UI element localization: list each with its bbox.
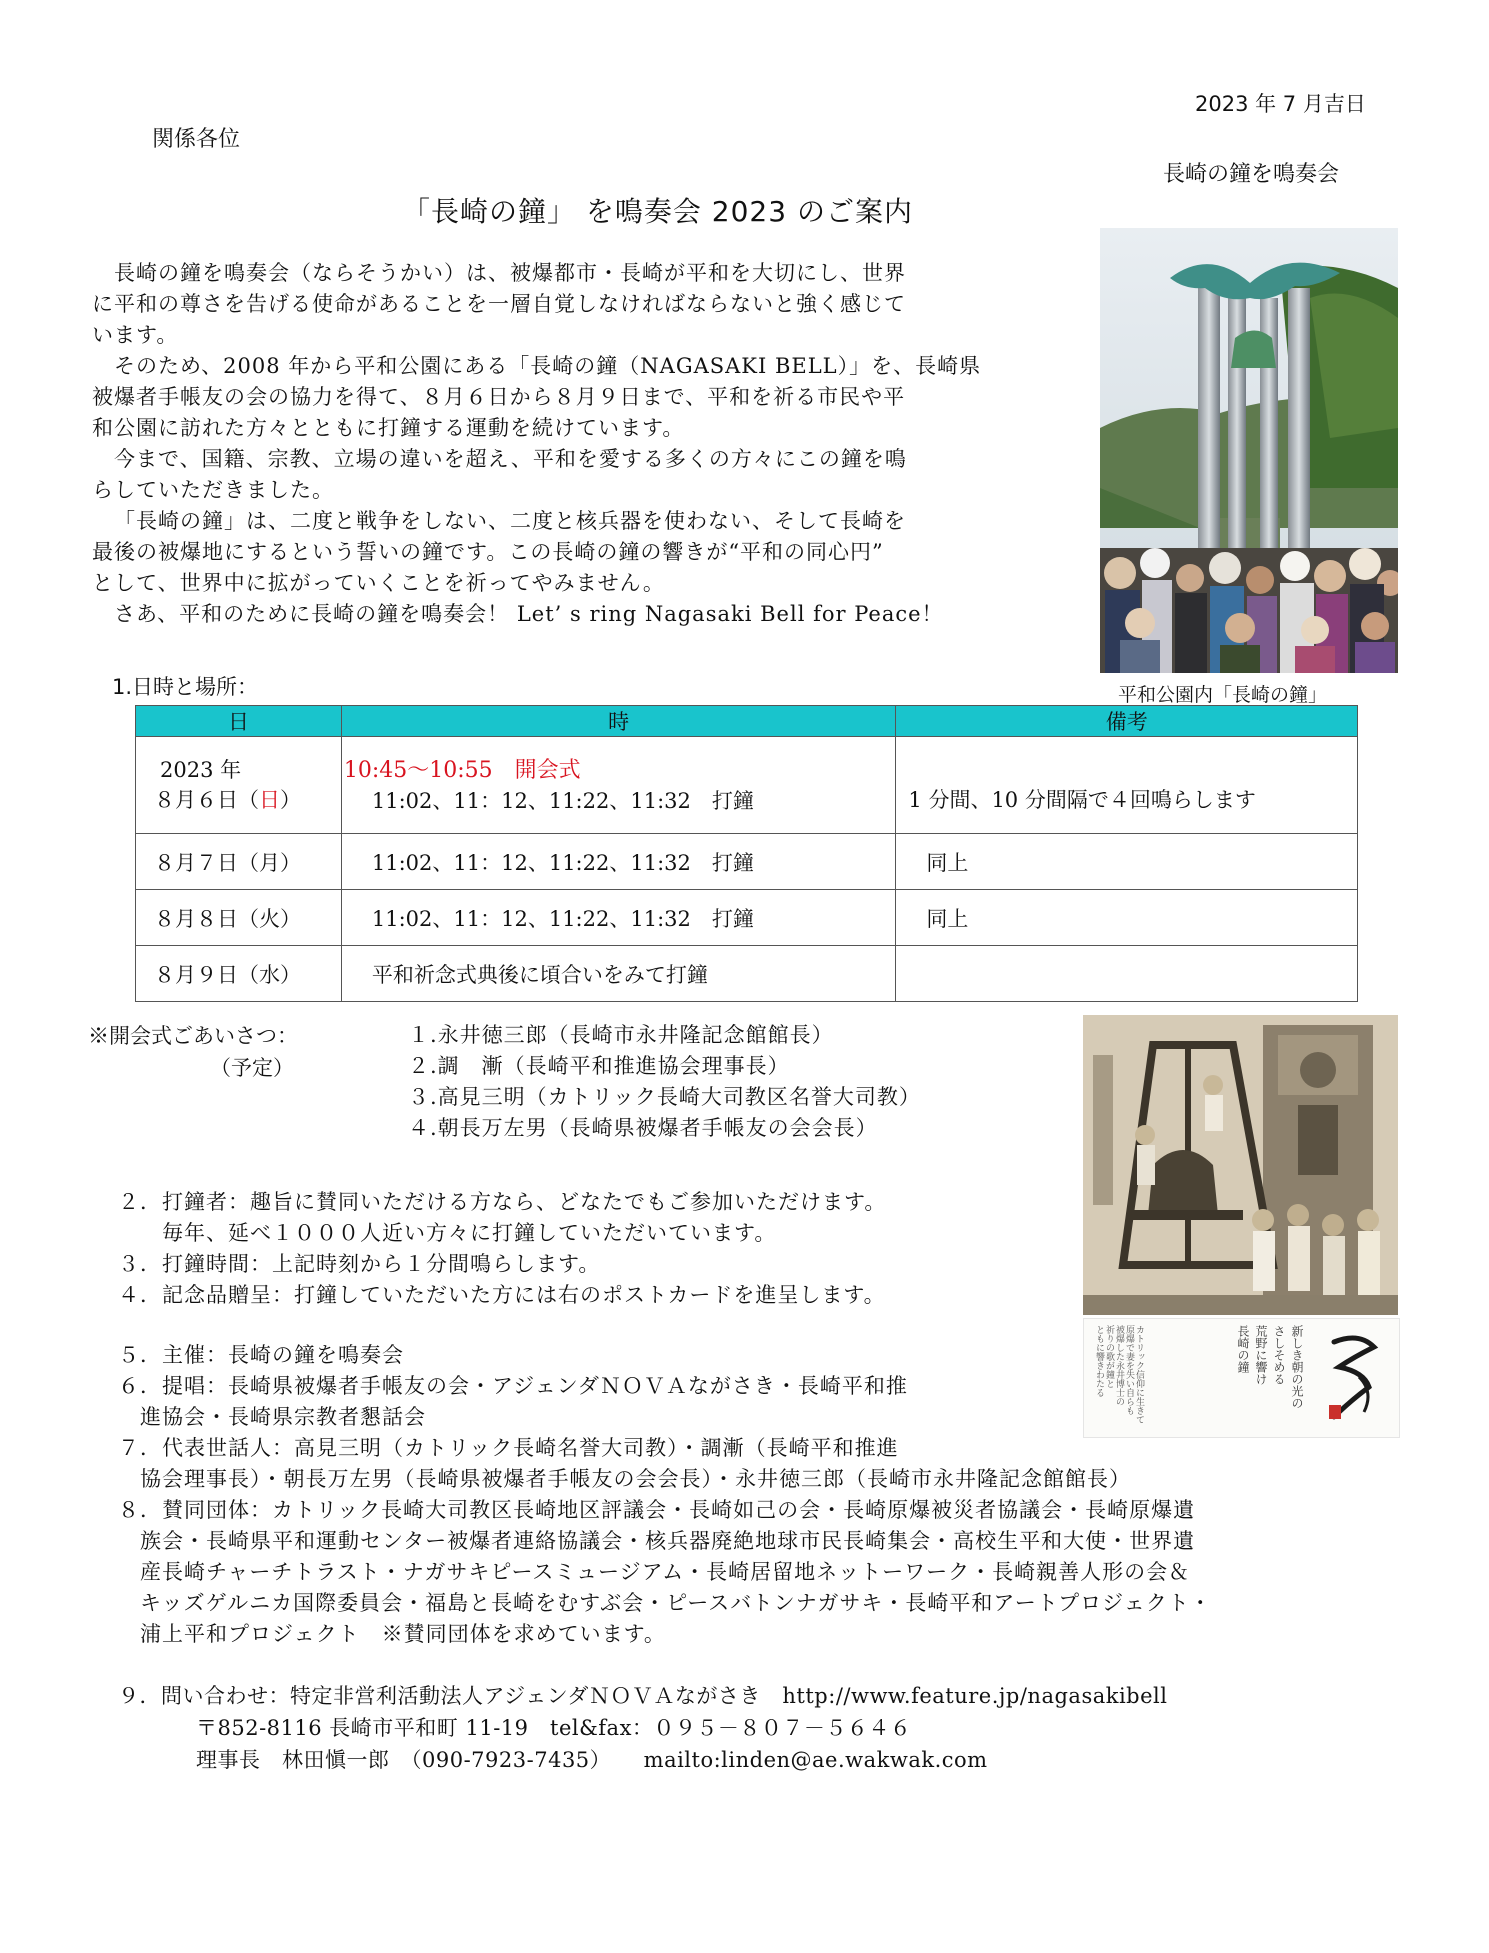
details-list-a <box>118 1187 886 1311</box>
cell-time: 平和祈念式典後に頃合いをみて打鐘 <box>341 946 896 1002</box>
addressee: 関係各位 <box>152 127 241 152</box>
calligraphy-mark <box>1319 1327 1389 1427</box>
cell-time <box>341 737 896 834</box>
section1-heading: 1.日時と場所： <box>112 675 259 699</box>
column-header-time: 時 <box>341 706 896 737</box>
cell-time: 11:02、11：12、11:22、11:32 打鐘 <box>341 834 896 890</box>
detail-item: ７．代表世話人：高見三明（カトリック長崎名誉大司教）・調漸（長崎平和推進 <box>118 1436 899 1460</box>
intro-line: として、世界中に拡がっていくことを祈ってやみません。 <box>92 571 665 595</box>
postcard-poem: 新しき朝の光の さしそめる 荒野に響け 長崎の鐘 <box>1236 1325 1304 1409</box>
intro-line: 和公園に訪れた方々とともに打鐘する運動を続けています。 <box>92 416 685 440</box>
schedule-row <box>136 890 1358 946</box>
detail-item: 浦上平和プロジェクト ※賛同団体を求めています。 <box>118 1622 666 1646</box>
cell-note: 同上 <box>896 890 1358 946</box>
intro-text <box>92 258 1082 630</box>
cell-day <box>136 737 342 834</box>
greetings-planned: （予定） <box>210 1056 294 1080</box>
contact-line: ９．問い合わせ：特定非営利活動法人アジェンダＮＯＶＡながさき http://www.feature.jp/nagasakibell <box>118 1684 1168 1708</box>
cell-day: ８月７日（月） <box>136 834 342 890</box>
intro-line: さあ、平和のために長崎の鐘を鳴奏会！ Let’ s ring Nagasaki Bell for Peace！ <box>114 602 944 626</box>
detail-item: 産長崎チャーチトラスト・ナガサキピースミュージアム・長崎居留地ネットーワーク・長崎親善人形の会＆ <box>118 1560 1191 1584</box>
detail-item: 協会理事長）・朝長万左男（長崎県被爆者手帳友の会会長）・永井徳三郎（長崎市永井隆記念館館長） <box>118 1467 1131 1491</box>
intro-line: 被爆者手帳友の会の協力を得て、８月６日から８月９日まで、平和を祈る市民や平 <box>92 385 906 409</box>
greetings-speakers <box>408 1020 921 1144</box>
intro-line: に平和の尊さを告げる使命があることを一層自覚しなければならないと強く感じて <box>92 292 906 316</box>
cell-time: 11:02、11：12、11:22、11:32 打鐘 <box>341 890 896 946</box>
cell-note <box>896 946 1358 1002</box>
day-weekday: 日 <box>259 788 280 812</box>
intro-line: 今まで、国籍、宗教、立場の違いを超え、平和を愛する多くの方々にこの鐘を鳴 <box>114 447 907 471</box>
document-date: 2023 年 7 月吉日 <box>1195 92 1366 116</box>
details-list-b <box>118 1340 1212 1650</box>
day-date: ８月６日（ <box>154 788 259 812</box>
detail-item: ８．賛同団体：カトリック長崎大司教区長崎地区評議会・長崎如己の会・長崎原爆被災者協議会・長崎原爆遺 <box>118 1498 1196 1522</box>
column-header-day: 日 <box>136 706 342 737</box>
schedule-row <box>136 946 1358 1002</box>
bell-monument-illustration <box>1100 228 1398 673</box>
historical-bell-photo <box>1083 1015 1398 1315</box>
contact-director: 理事長 林田愼一郎 （090-7923-7435） mailto:linden@ae.wakwak.com <box>196 1748 988 1772</box>
speaker-item: ４.朝長万左男（長崎県被爆者手帳友の会会長） <box>408 1116 878 1140</box>
cell-note: 1 分間、10 分間隔で４回鳴らします <box>896 737 1358 834</box>
sender: 長崎の鐘を鳴奏会 <box>1163 162 1340 187</box>
intro-line: そのため、2008 年から平和公園にある「長崎の鐘（NAGASAKI BELL）」を、長崎県 <box>114 354 982 378</box>
intro-line: 長崎の鐘を鳴奏会（ならそうかい）は、被爆都市・長崎が平和を大切にし、世界 <box>114 261 906 285</box>
cell-note: 同上 <box>896 834 1358 890</box>
cell-day: ８月８日（火） <box>136 890 342 946</box>
schedule-header-row <box>136 706 1358 737</box>
detail-item: 進協会・長崎県宗教者懇話会 <box>118 1405 426 1429</box>
detail-item: ３．打鐘時間：上記時刻から１分間鳴らします。 <box>118 1252 601 1276</box>
intro-line: 「長崎の鐘」は、二度と戦争をしない、二度と核兵器を使わない、そして長崎を <box>114 509 906 533</box>
document-title: 「長崎の鐘」 を鳴奏会 2023 のご案内 <box>402 195 913 228</box>
schedule-row <box>136 834 1358 890</box>
nagasaki-bell-photo <box>1100 228 1398 673</box>
speaker-item: １.永井徳三郎（長崎市永井隆記念館館長） <box>408 1023 834 1047</box>
intro-line: 最後の被爆地にするという誓いの鐘です。この長崎の鐘の響きが“平和の同心円” <box>92 540 884 564</box>
photo-caption: 平和公園内「長崎の鐘」 <box>1118 684 1328 706</box>
detail-item: ５．主催：長崎の鐘を鳴奏会 <box>118 1343 404 1367</box>
schedule-row <box>136 737 1358 834</box>
speaker-item: ２.調 漸（長崎平和推進協会理事長） <box>408 1054 790 1078</box>
intro-line: らしていただきました。 <box>92 478 334 502</box>
intro-line: います。 <box>92 323 179 347</box>
day-year: 2023 年 <box>160 758 242 782</box>
postcard-small-text: カトリック信仰に生きて 原爆で妻を失い自らも 被爆した永井博士の 祈りの歌が鐘と ともに響きわたる <box>1094 1325 1144 1424</box>
cell-day: ８月９日（水） <box>136 946 342 1002</box>
greetings-label: ※開会式ごあいさつ： <box>88 1024 298 1048</box>
detail-item: ２．打鐘者：趣旨に賛同いただける方なら、どなたでもご参加いただけます。 <box>118 1190 887 1214</box>
speaker-item: ３.高見三明（カトリック長崎大司教区名誉大司教） <box>408 1085 921 1109</box>
opening-ceremony-time: 10:45～10:55 開会式 <box>343 757 581 783</box>
contact-address: 〒852-8116 長崎市平和町 11-19 tel&fax：０９５－８０７－５６４６ <box>196 1716 912 1740</box>
detail-item: 族会・長崎県平和運動センター被爆者連絡協議会・核兵器廃絶地球市民長崎集会・高校生平和大使・世界遺 <box>118 1529 1196 1553</box>
day-close: ） <box>280 788 301 812</box>
schedule-table <box>135 705 1358 1002</box>
column-header-note: 備考 <box>896 706 1358 737</box>
detail-item: ６．提唱：長崎県被爆者手帳友の会・アジェンダＮＯＶＡながさき・長崎平和推 <box>118 1374 908 1398</box>
detail-item: キッズゲルニカ国際委員会・福島と長崎をむすぶ会・ピースバトンナガサキ・長崎平和アートプロジェクト・ <box>118 1591 1212 1615</box>
bell-time: 11:02、11：12、11:22、11:32 打鐘 <box>371 788 754 813</box>
detail-item: 毎年、延べ１０００人近い方々に打鐘していただいています。 <box>118 1221 777 1245</box>
detail-item: ４．記念品贈呈：打鐘していただいた方には右のポストカードを進呈します。 <box>118 1283 886 1307</box>
sepia-bell-illustration <box>1083 1015 1398 1315</box>
